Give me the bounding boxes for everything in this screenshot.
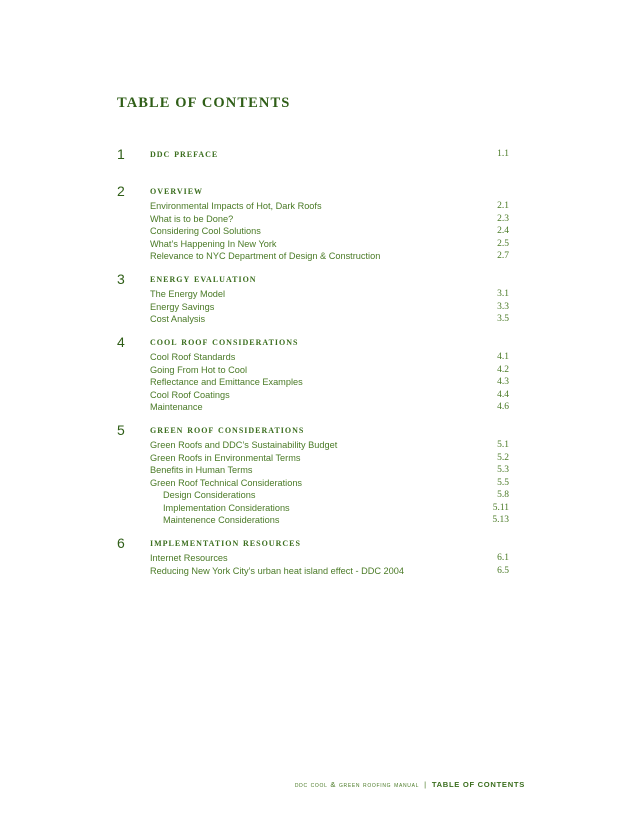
entry-page-number: 4.1 [497, 352, 509, 362]
entry-label: The Energy Model [150, 289, 226, 299]
section-entries [150, 200, 509, 263]
section-number: 4 [117, 334, 125, 350]
entry-label: Green Roof Technical Considerations [150, 477, 303, 488]
entry-label: Design Considerations [163, 490, 256, 500]
section-entries [150, 351, 509, 414]
entry-page-number: 6.5 [497, 565, 509, 576]
entry-page-number: 5.3 [497, 465, 509, 475]
entry-page-number: 3.1 [497, 289, 509, 299]
section-heading[interactable]: implementation resources [150, 537, 301, 549]
toc-entry[interactable] [150, 565, 509, 578]
toc-entry[interactable] [150, 389, 509, 402]
toc-entry[interactable] [150, 439, 509, 452]
entry-label: Implementation Considerations [163, 502, 290, 513]
entry-label: Reducing New York City’s urban heat island effect - DDC 2004 [150, 565, 404, 576]
entry-page-number: 5.11 [492, 502, 509, 513]
entry-page-number: 5.8 [497, 490, 509, 500]
toc-entry[interactable] [150, 477, 509, 490]
entry-page-number: 4.6 [497, 402, 509, 412]
toc-entry[interactable] [150, 351, 509, 364]
toc-entry[interactable] [150, 213, 509, 226]
entry-label: Cool Roof Standards [150, 352, 236, 362]
toc-entry[interactable] [150, 288, 509, 301]
entry-page-number: 4.3 [497, 377, 509, 387]
toc-entry[interactable] [150, 464, 509, 477]
toc-subentry[interactable] [150, 502, 509, 515]
footer-section-title: TABLE OF CONTENTS [431, 780, 525, 789]
entry-page-number: 5.2 [497, 452, 509, 463]
entry-page-number: 2.5 [497, 238, 509, 249]
toc-subentry[interactable] [150, 489, 509, 502]
entry-label: Cool Roof Coatings [150, 389, 230, 400]
entry-label: Green Roofs in Environmental Terms [150, 452, 301, 463]
toc-entry[interactable] [150, 401, 509, 414]
toc-subentry[interactable] [150, 514, 509, 527]
entry-page-number: 6.1 [497, 553, 509, 563]
section-heading[interactable]: overview [150, 185, 204, 197]
toc-entry[interactable] [150, 301, 509, 314]
entry-label: What is to be Done? [150, 213, 234, 224]
entry-page-number: 3.5 [497, 314, 509, 324]
toc-entry[interactable] [150, 452, 509, 465]
toc-entry[interactable] [150, 313, 509, 326]
entry-label: Green Roofs and DDC’s Sustainability Budget [150, 440, 338, 450]
entry-label: Reflectance and Emittance Examples [150, 377, 303, 387]
section-page-number: 1.1 [497, 149, 509, 159]
section-heading[interactable]: energy evaluation [150, 273, 257, 285]
section-heading[interactable]: cool roof considerations [150, 336, 299, 348]
entry-page-number: 2.3 [497, 213, 509, 224]
entry-page-number: 5.5 [497, 477, 509, 488]
footer-manual-title: ddc cool & green roofing manual [294, 780, 420, 789]
toc-entry[interactable] [150, 250, 509, 263]
entry-label: What’s Happening In New York [150, 238, 277, 249]
toc-entry[interactable] [150, 200, 509, 213]
section-entries [150, 439, 509, 527]
footer-separator: | [424, 780, 427, 789]
section-number: 1 [117, 146, 125, 162]
section-number: 3 [117, 271, 125, 287]
section-number: 6 [117, 535, 125, 551]
section-heading[interactable]: green roof considerations [150, 424, 305, 436]
section-heading[interactable]: ddc preface [150, 148, 219, 160]
entry-page-number: 5.1 [497, 440, 509, 450]
entry-page-number: 2.4 [497, 226, 509, 236]
entry-label: Relevance to NYC Department of Design & Construction [150, 251, 381, 261]
entry-label: Internet Resources [150, 553, 228, 563]
entry-page-number: 2.7 [497, 251, 509, 261]
entry-page-number: 2.1 [497, 201, 509, 211]
entry-page-number: 4.4 [497, 389, 509, 400]
entry-label: Benefits in Human Terms [150, 465, 253, 475]
entry-label: Maintenence Considerations [163, 515, 280, 525]
entry-page-number: 3.3 [497, 301, 509, 312]
section-number: 5 [117, 422, 125, 438]
page-title: TABLE OF CONTENTS [117, 95, 291, 111]
entry-label: Environmental Impacts of Hot, Dark Roofs [150, 201, 322, 211]
page-footer [295, 780, 525, 789]
entry-label: Cost Analysis [150, 314, 206, 324]
entry-page-number: 5.13 [492, 515, 509, 525]
section-entries [150, 288, 509, 326]
entry-page-number: 4.2 [497, 364, 509, 375]
toc-entry[interactable] [150, 552, 509, 565]
section-number: 2 [117, 183, 125, 199]
section-entries [150, 552, 509, 577]
toc-entry[interactable] [150, 238, 509, 251]
toc-entry[interactable] [150, 364, 509, 377]
entry-label: Going From Hot to Cool [150, 364, 248, 375]
toc-entry[interactable] [150, 225, 509, 238]
toc-entry[interactable] [150, 376, 509, 389]
entry-label: Maintenance [150, 402, 203, 412]
entry-label: Considering Cool Solutions [150, 226, 261, 236]
entry-label: Energy Savings [150, 301, 215, 312]
